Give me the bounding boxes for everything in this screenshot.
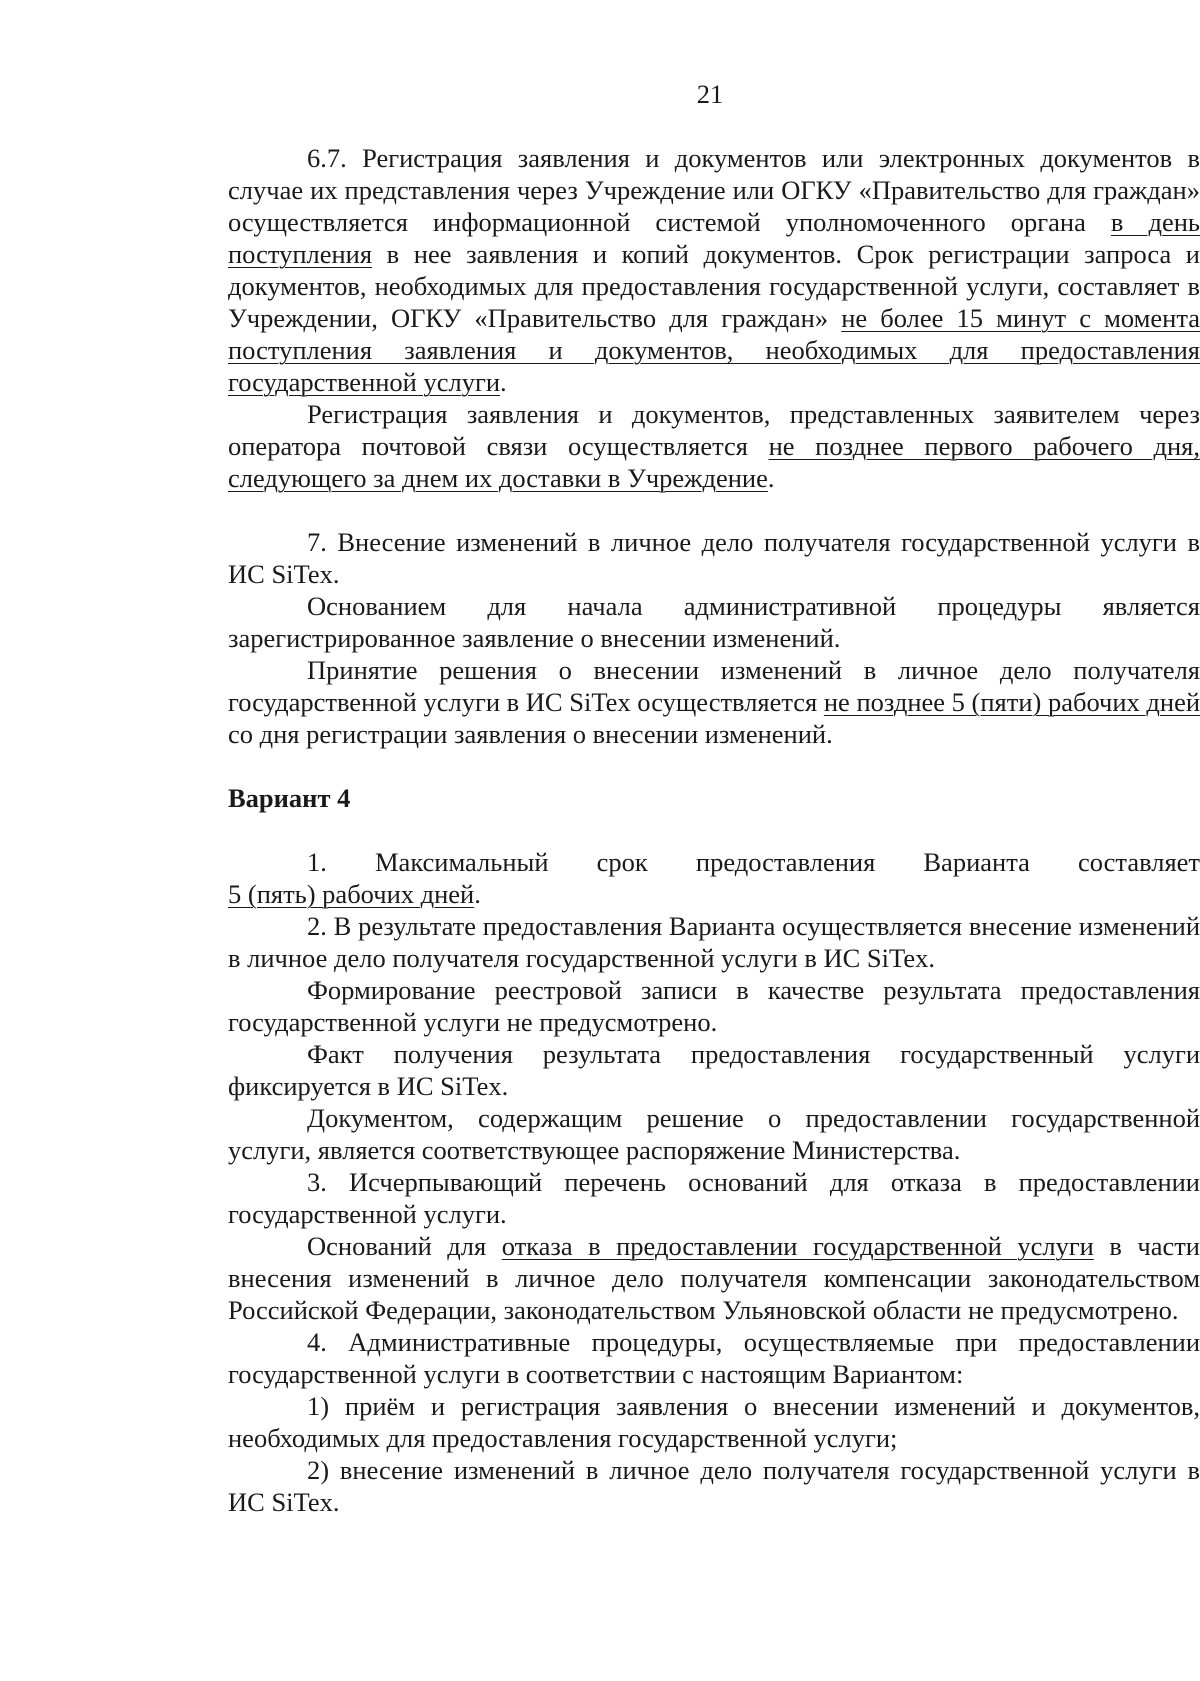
underlined-term: не позднее 5 (пяти) рабочих дней <box>823 687 1200 717</box>
underlined-term: в день поступления <box>228 207 1200 269</box>
spacer <box>228 814 1200 846</box>
variant-4-item-2: 2. В результате предоставления Варианта осуществляется внесение изменений в личное дело получателя государственной услуги в ИС SiTex. <box>228 911 1200 973</box>
section-6-7-paragraph-2: Регистрация заявления и документов, представленных заявителем через оператора почтовой связи осуществляется не позднее первого рабочего дня, следующего за днем их доставки в Учреждение. <box>228 399 1200 493</box>
page-number: 21 <box>696 79 724 109</box>
variant-4-item-3: 3. Исчерпывающий перечень оснований для отказа в предоставлении государственной услуги. <box>228 1167 1200 1229</box>
spacer <box>228 494 1200 526</box>
variant-4-fact: Факт получения результата предоставления государственный услуги фиксируется в ИС SiTex. <box>228 1039 1200 1101</box>
section-7-title: 7. Внесение изменений в личное дело получателя государственной услуги в ИС SiTex. <box>228 527 1200 589</box>
underlined-term: отказа в предоставлении государственной услуги <box>501 1231 1094 1261</box>
section-7-basis-line-2: зарегистрированное заявление о внесении изменений. <box>228 623 841 653</box>
section-7-basis-line-1: Основанием для начала административной процедуры является <box>307 591 1200 621</box>
variant-4-heading: Вариант 4 <box>228 783 351 813</box>
variant-4-document: Документом, содержащим решение о предоставлении государственной услуги, является соответствующее распоряжение Министерства. <box>228 1103 1200 1165</box>
variant-4-subitem-1: 1) приём и регистрация заявления о внесении изменений и документов, необходимых для предоставления государственной услуги; <box>228 1391 1200 1453</box>
section-6-7-paragraph-1: 6.7. Регистрация заявления и документов или электронных документов в случае их представления через Учреждение или ОГКУ «Правительство для граждан» осуществляется информационной системой уполномоченного органа в день поступления в нее заявления и копий документов. Срок регистрации запроса и документов, необходимых для предоставления государственной услуги, составляет в Учреждении, ОГКУ «Правительство для граждан» не более 15 минут с момента поступления заявления и документов, необходимых для предоставления государственной услуги. <box>228 143 1200 397</box>
variant-4-item-1-line-2: 5 (пять) рабочих дней. <box>228 879 481 909</box>
variant-4-registry: Формирование реестровой записи в качестве результата предоставления государственной услуги не предусмотрено. <box>228 975 1200 1037</box>
underlined-term: не позднее первого рабочего дня, следующего за днем их доставки в Учреждение <box>228 431 1200 493</box>
section-7-decision: Принятие решения о внесении изменений в личное дело получателя государственной услуги в ИС SiTex осуществляется не позднее 5 (пяти) рабочих дней со дня регистрации заявления о внесении изменений. <box>228 655 1200 749</box>
underlined-term: не более 15 минут с момента поступления заявления и документов, необходимых для предоставления государственной услуги <box>228 303 1200 397</box>
variant-4-subitem-2: 2) внесение изменений в личное дело получателя государственной услуги в ИС SiTex. <box>228 1455 1200 1517</box>
spacer <box>228 750 1200 782</box>
document-body <box>228 142 1200 1518</box>
variant-4-item-4: 4. Административные процедуры, осуществляемые при предоставлении государственной услуги в соответствии с настоящим Вариантом: <box>228 1327 1200 1389</box>
variant-4-item-1-line-1: 1. Максимальный срок предоставления Варианта составляет <box>307 847 1200 877</box>
underlined-term: 5 (пять) рабочих дней <box>228 879 475 909</box>
variant-4-grounds: Оснований для отказа в предоставлении государственной услуги в части внесения изменений в личное дело получателя компенсации законодательством Российской Федерации, законодательством Ульяновской области не предусмотрено. <box>228 1231 1200 1325</box>
